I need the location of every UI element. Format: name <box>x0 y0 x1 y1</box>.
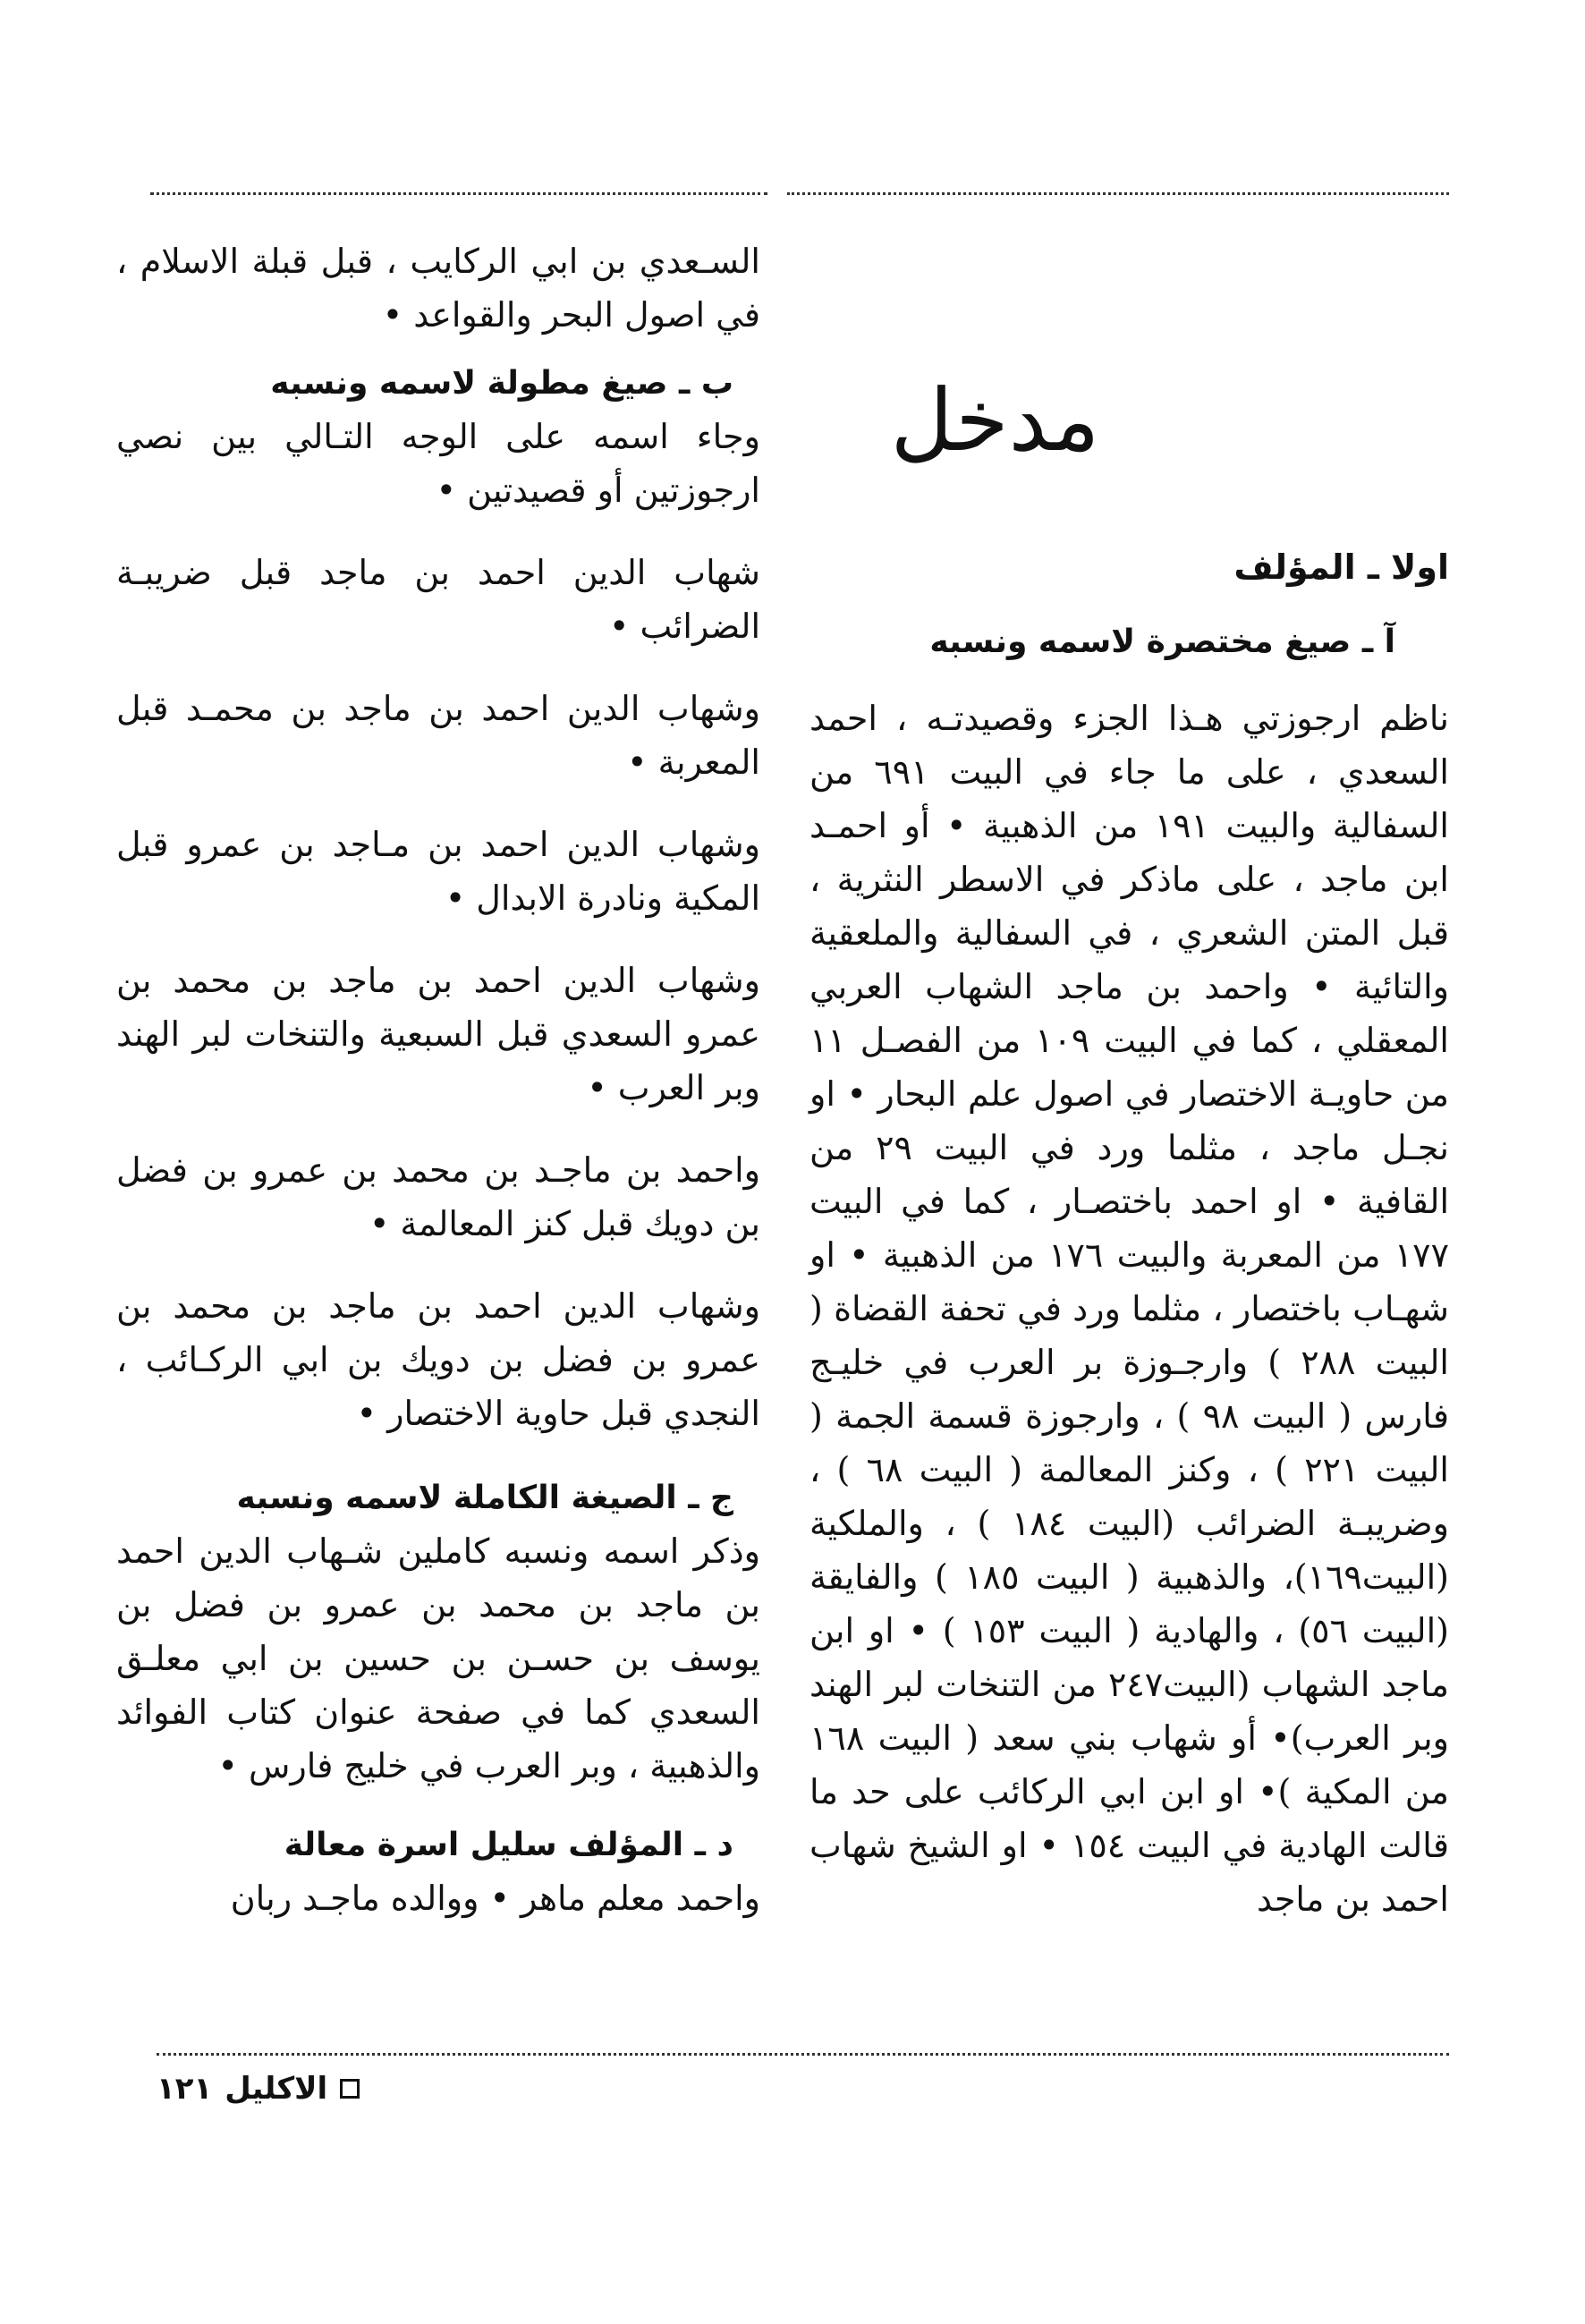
name-variant-item: وشهاب الدين احمد بن ماجد بن محمد بن عمرو بن فضل بن دويك بن ابي الركـائب ، النجدي قبل حاوية الاختصار • <box>116 1286 760 1433</box>
top-rule-left <box>150 192 767 195</box>
section-a-heading: آ ـ صيغ مختصرة لاسمه ونسبه <box>929 623 1395 660</box>
section-a-paragraph: ناظم ارجوزتي هـذا الجزء وقصيدتـه ، احمد السعدي ، على ما جاء في البيت ٦٩١ من السفالية والبيت ١٩١ من الذهبية • أو احمـد ابن ماجد ، على ماذكر في الاسطر النثرية ، قبل المتن الشعري ، في السفالية والملعقية والتائية • واحمد بن ماجد الشهاب العربي المعقلي ، كما في البيت ١٠٩ من الفصـل ١١ من حاويـة الاختصار في اصول علم البحار • او نجـل ماجد ، مثلما ورد في البيت ٢٩ من القافية • او احمد باختصـار ، كما في البيت ١٧٧ من المعربة والبيت ١٧٦ من الذهبية • او شهـاب باختصار ، مثلما ورد في تحفة القضاة ( البيت ٢٨٨ ) وارجـوزة بر العرب في خليـج فارس ( البيت ٩٨ ) ، وارجوزة قسمة الجمة ( البيت ٢٢١ ) ، وكنز المعالمة ( البيت ٦٨ ) ، وضريبـة الضرائب (البيت ١٨٤ ) ، والملكية (البيت١٦٩)، والذهبية ( البيت ١٨٥ ) والفايقة (البيت ٥٦) ، والهادية ( البيت ١٥٣ ) • او ابن ماجد الشهاب (البيت٢٤٧ من التنخات لبر الهند وبر العرب)• أو شهاب بني سعد ( البيت ١٦٨ من المكية )• او ابن ابي الركائب على حد ما قالت الهادية في البيت ١٥٤ • او الشيخ شهاب احمد بن ماجد <box>809 699 1450 1919</box>
page-footer <box>157 2071 360 2107</box>
page-title: مدخل <box>890 370 1100 471</box>
section-c-heading: ج ـ الصيغة الكاملة لاسمه ونسبه <box>236 1480 733 1516</box>
bottom-rule <box>157 2053 1449 2056</box>
name-variant-item: وشهاب الدين احمد بن ماجد بن محمـد قبل المعربة • <box>116 689 760 782</box>
name-variant-item: شهاب الدين احمد بن ماجد قبل ضريبـة الضرائب • <box>116 553 760 646</box>
right-column <box>809 228 1449 1926</box>
section-b-intro: وجاء اسمه على الوجه التـالي بين نصي ارجوزتين أو قصيدتين • <box>116 417 760 510</box>
name-variant-item: واحمد بن ماجـد بن محمد بن عمرو بن فضل بن دويك قبل كنز المعالمة • <box>116 1150 760 1243</box>
section-d-heading: د ـ المؤلف سليل اسرة معالة <box>284 1827 733 1863</box>
section-b-heading: ب ـ صيغ مطولة لاسمه ونسبه <box>270 365 733 402</box>
journal-name: الاكليل <box>225 2071 328 2107</box>
section-d-paragraph: واحمد معلم ماهر • ووالده ماجـد ربان <box>230 1879 760 1918</box>
top-rule-right <box>787 192 1449 195</box>
name-variant-item: وشهاب الدين احمد بن ماجد بن محمد بن عمرو السعدي قبل السبعية والتنخات لبر الهند وبر العرب • <box>116 961 760 1107</box>
left-intro-paragraph: السـعدي بن ابي الركايب ، قبل قبلة الاسلام ، في اصول البحر والقواعد • <box>116 242 760 335</box>
name-variant-item: وشهاب الدين احمد بن مـاجد بن عمرو قبل المكية ونادرة الابدال • <box>116 825 760 918</box>
left-column <box>116 234 760 1925</box>
square-icon <box>340 2079 360 2099</box>
section-c-paragraph: وذكر اسمه ونسبه كاملين شـهاب الدين احمد بن ماجد بن محمد بن عمرو بن فضل بن يوسف بن حسـن بن حسين بن ابي معلـق السعدي كما في صفحة عنوان كتاب الفوائد والذهبية ، وبر العرب في خليج فارس • <box>116 1531 760 1785</box>
page-number: ١٢١ <box>157 2071 213 2107</box>
part-heading: اولا ـ المؤلف <box>1233 547 1449 587</box>
